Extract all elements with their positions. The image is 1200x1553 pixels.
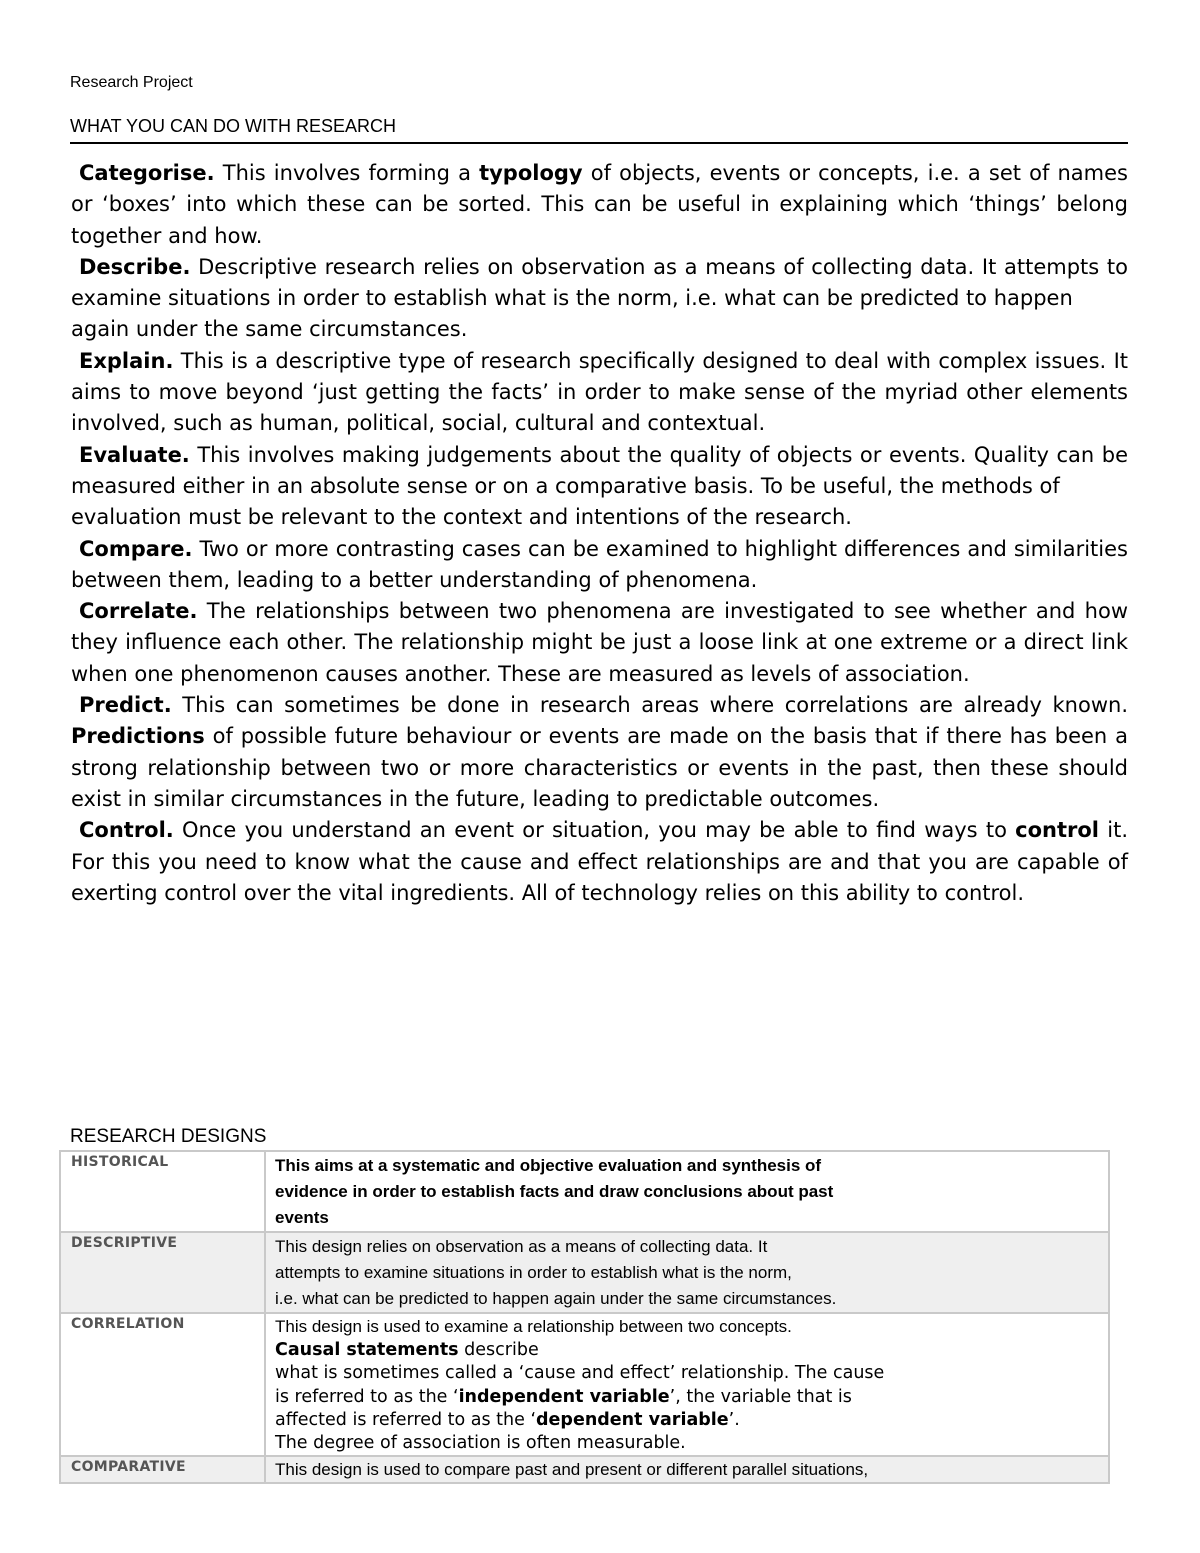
paragraph-predict [71, 690, 1128, 815]
term-describe: Describe. [79, 254, 191, 279]
paragraph-categorise [71, 158, 1128, 252]
desc-line [275, 1339, 1108, 1362]
paragraph-text: This is a descriptive type of research specifically designed to deal with complex issues. It aims to move beyond ‘just getting the facts’ in order to make sense of the myriad other elements involved, such as human, political, social, cultural and contextual. [71, 348, 1128, 436]
term-compare: Compare. [79, 536, 193, 561]
desc-line: The degree of association is often measurable. [275, 1433, 686, 1454]
term-dependent-variable: dependent variable [536, 1409, 729, 1430]
paragraph-text: Two or more contrasting cases can be examined to highlight differences and similarities between them, leading to a better understanding of phenomena. [71, 536, 1128, 592]
paragraph-text: The relationships between two phenomena are investigated to see whether and how they influence each other. The relationship might be just a loose link at one extreme or a direct link when one phenomenon causes another. These are measured as levels of association. [71, 599, 1128, 686]
term-predict: Predict. [79, 693, 172, 718]
desc-line: attempts to examine situations in order to establish what is the norm, [275, 1263, 792, 1282]
desc-text: affected is referred to as the ‘ [275, 1409, 537, 1430]
paragraph-correlate [71, 596, 1128, 690]
design-desc-comparative: This design is used to compare past and present or different parallel situations, [275, 1460, 869, 1480]
design-desc-correlation-intro: This design is used to examine a relationship between two concepts. [275, 1317, 792, 1336]
desc-text: describe [458, 1340, 539, 1360]
design-label-correlation: CORRELATION [71, 1316, 185, 1332]
design-desc-descriptive [266, 1233, 1108, 1312]
term-predictions: Predictions [71, 724, 205, 749]
term-explain: Explain. [79, 348, 174, 373]
design-desc-historical [266, 1152, 1108, 1231]
term-evaluate: Evaluate. [79, 442, 190, 467]
table-row [60, 1456, 1109, 1483]
table-row [60, 1313, 1109, 1456]
desc-text: is referred to as the ‘ [275, 1386, 459, 1407]
desc-line [275, 1386, 1108, 1409]
term-independent-variable: independent variable [458, 1386, 670, 1407]
paragraph-describe-cont [71, 314, 1128, 345]
running-header: Research Project [70, 74, 193, 91]
desc-line: events [275, 1208, 329, 1227]
term-control-emphasis: control [1015, 818, 1100, 843]
research-designs-table [59, 1150, 1110, 1484]
term-correlate: Correlate. [79, 599, 198, 624]
body-text [71, 158, 1128, 909]
paragraph-text: This can sometimes be done in research areas where correlations are already known. [171, 693, 1128, 718]
design-label-historical: HISTORICAL [71, 1154, 169, 1170]
paragraph-text: it. For this you need to know what the cause and effect relationships are and that you are capable of exerting control over the vital ingredients. All of technology relies on this ability to control. [71, 818, 1128, 905]
paragraph-evaluate-cont [71, 502, 1128, 533]
research-designs-title: RESEARCH DESIGNS [70, 1126, 267, 1147]
table-row [60, 1151, 1109, 1232]
paragraph-text: of objects, events or concepts, i.e. a set of names or ‘boxes’ into which these can be sorted. This can be useful in explaining which ‘things’ belong together and how. [71, 161, 1128, 248]
paragraph-compare [71, 534, 1128, 597]
desc-text: ’, the variable that is [669, 1386, 852, 1407]
desc-line: what is sometimes called a ‘cause and effect’ relationship. The cause [275, 1363, 885, 1384]
design-label-comparative: COMPARATIVE [71, 1459, 186, 1476]
paragraph-text: This involves making judgements about the quality of objects or events. Quality can be measured either in an absolute sense or on a comparative basis. To be useful, the methods of [71, 442, 1128, 498]
paragraph-text: again under the same circumstances. [71, 317, 468, 342]
paragraph-text: Descriptive research relies on observation as a means of collecting data. It attempts to examine situations in order to establish what is the norm, i.e. what can be predicted to happen [71, 254, 1128, 311]
design-label-descriptive: DESCRIPTIVE [71, 1235, 178, 1251]
desc-line: This design relies on observation as a means of collecting data. It [275, 1237, 768, 1256]
desc-line [275, 1409, 1108, 1432]
term-control: Control. [79, 818, 174, 843]
desc-line: This aims at a systematic and objective evaluation and synthesis of [275, 1156, 822, 1175]
paragraph-text: This involves forming a [214, 161, 480, 185]
paragraph-text: of possible future behaviour or events are made on the basis that if there has been a strong relationship between two or more characteristics or events in the past, then these should exist in similar circumstances in the future, leading to predictable outcomes. [71, 724, 1128, 811]
design-desc-correlation [266, 1339, 1108, 1455]
paragraph-text: Once you understand an event or situation, you may be able to find ways to [173, 818, 1016, 843]
table-row [60, 1232, 1109, 1313]
desc-line: i.e. what can be predicted to happen again under the same circumstances. [275, 1289, 837, 1308]
paragraph-control [71, 815, 1128, 909]
paragraph-evaluate [71, 440, 1128, 503]
term-causal-statements: Causal statements [275, 1340, 459, 1360]
term-typology: typology [479, 161, 583, 185]
desc-line: evidence in order to establish facts and draw conclusions about past [275, 1182, 834, 1201]
paragraph-text: evaluation must be relevant to the context and intentions of the research. [71, 505, 852, 530]
section-title: WHAT YOU CAN DO WITH RESEARCH [70, 116, 1128, 144]
paragraph-describe [71, 252, 1128, 315]
paragraph-explain [71, 346, 1128, 440]
term-categorise: Categorise. [79, 161, 215, 185]
desc-text: ’. [728, 1409, 740, 1430]
